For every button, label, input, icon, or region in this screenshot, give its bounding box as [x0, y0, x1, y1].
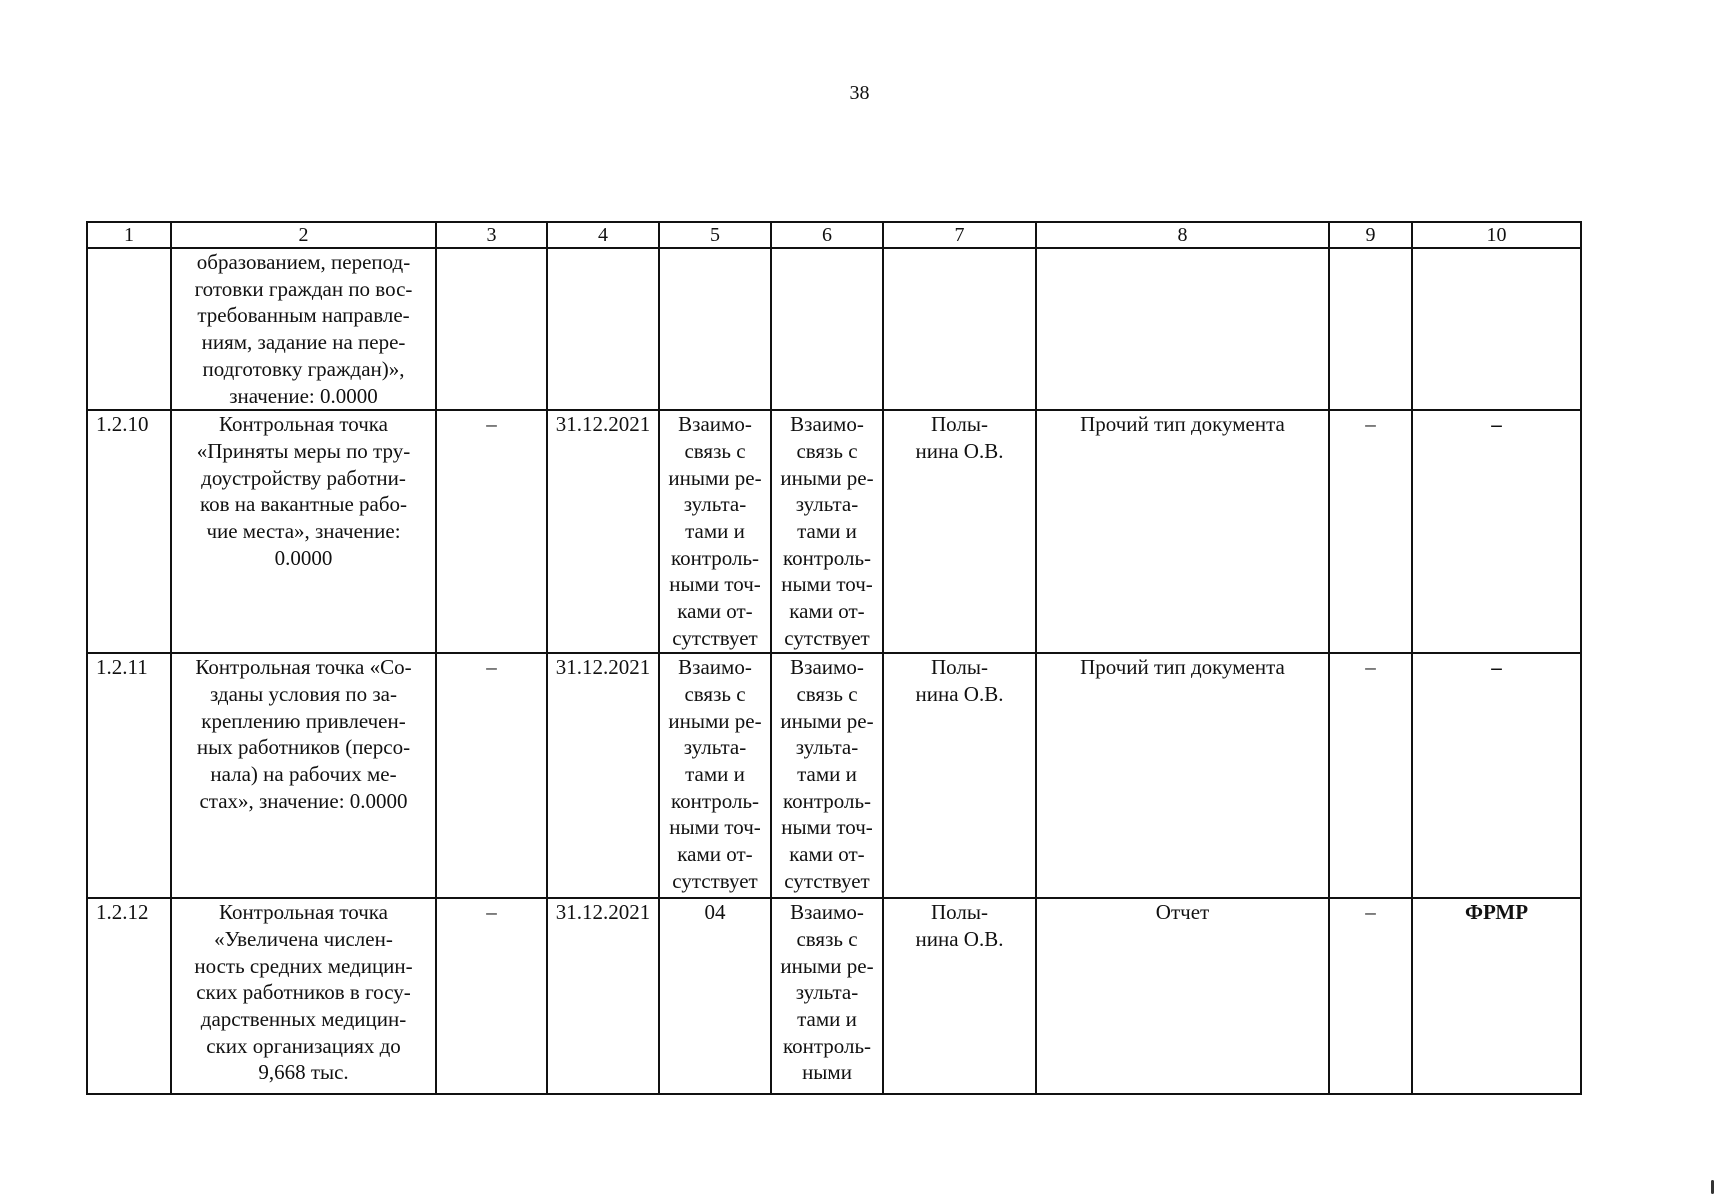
cell-col5-line: зульта- [683, 735, 747, 760]
cell-col5-line: контроль- [670, 788, 760, 813]
cell-col6-line: тами и [797, 519, 857, 544]
table-row [87, 410, 1581, 653]
cell-description-line: дарственных медицин- [200, 1007, 407, 1032]
cell-col10: ФРМР [1412, 898, 1581, 1094]
cell-description-line: Контрольная точка «Со- [195, 655, 412, 680]
cell-col5-line: контроль- [670, 545, 760, 570]
cell-document-type: Прочий тип документа [1036, 653, 1329, 898]
cell-col5-line: иными ре- [668, 465, 762, 490]
cell-col6-line: сутствует [784, 868, 870, 893]
column-number-9: 9 [1329, 222, 1412, 248]
cell-col5 [659, 653, 771, 898]
cell-col6-line: Взаимо- [790, 655, 864, 680]
table-row [87, 653, 1581, 898]
scan-mark [1711, 1180, 1714, 1194]
cell-col6-line: контроль- [782, 545, 872, 570]
cell-responsible-line: нина О.В. [915, 926, 1004, 951]
cell-description-line: значение: 0.0000 [229, 383, 378, 408]
cell-description-line: креплению привлечен- [201, 708, 406, 733]
column-number-6: 6 [771, 222, 883, 248]
cell-responsible-line: Полы- [931, 412, 988, 437]
cell-col3: – [436, 898, 547, 1094]
cell-description-line: доустройству работни- [201, 465, 406, 490]
cell-col5 [659, 410, 771, 653]
cell-col6-line: ными [802, 1060, 852, 1085]
cell-description-line: ков на вакантные рабо- [199, 492, 408, 517]
cell-col6-line: ками от- [789, 842, 865, 867]
cell-date [547, 248, 659, 410]
cell-col6-line: ными точ- [781, 572, 873, 597]
cell-col6-line: контроль- [782, 788, 872, 813]
cell-col3 [436, 248, 547, 410]
cell-description [171, 410, 436, 653]
cell-responsible-line: нина О.В. [915, 438, 1004, 463]
column-number-7: 7 [883, 222, 1036, 248]
cell-col6-line: Взаимо- [790, 412, 864, 437]
cell-col5-line: сутствует [672, 625, 758, 650]
cell-document-type: Прочий тип документа [1036, 410, 1329, 653]
cell-responsible [883, 898, 1036, 1094]
cell-description-line: «Приняты меры по тру- [196, 438, 411, 463]
cell-col5 [659, 898, 771, 1094]
cell-responsible-line: Полы- [931, 900, 988, 925]
cell-description-line: подготовку граждан)», [202, 356, 405, 381]
cell-col6-line: сутствует [784, 625, 870, 650]
cell-description-line: 9,668 тыс. [258, 1060, 349, 1085]
cell-document-type [1036, 248, 1329, 410]
cell-col6 [771, 653, 883, 898]
cell-col10: – [1412, 653, 1581, 898]
cell-col6-line: тами и [797, 762, 857, 787]
cell-col3: – [436, 653, 547, 898]
column-number-1: 1 [87, 222, 171, 248]
column-number-8: 8 [1036, 222, 1329, 248]
cell-col5-line: Взаимо- [678, 412, 752, 437]
cell-col5-line: Взаимо- [678, 655, 752, 680]
column-number-row [87, 222, 1581, 248]
cell-col6-line: иными ре- [780, 708, 874, 733]
cell-col5-line: ками от- [677, 599, 753, 624]
cell-description-line: стах», значение: 0.0000 [199, 788, 408, 813]
cell-col6-line: контроль- [782, 1033, 872, 1058]
cell-date: 31.12.2021 [547, 898, 659, 1094]
cell-description-line: ных работников (персо- [196, 735, 411, 760]
cell-col5-line: ками от- [677, 842, 753, 867]
cell-col5-line: ными точ- [669, 815, 761, 840]
cell-description-line: зданы условия по за- [210, 681, 397, 706]
cell-col6-line: иными ре- [780, 465, 874, 490]
cell-col5-line: иными ре- [668, 708, 762, 733]
cell-col5-line: связь с [684, 438, 746, 463]
cell-description-line: требованным направле- [197, 303, 410, 328]
cell-col5-line: тами и [685, 762, 745, 787]
cell-col6-line: Взаимо- [790, 900, 864, 925]
cell-col9: – [1329, 653, 1412, 898]
cell-description-line: ских работников в госу- [196, 980, 411, 1005]
cell-document-type: Отчет [1036, 898, 1329, 1094]
cell-col5-line: тами и [685, 519, 745, 544]
table-row [87, 248, 1581, 410]
cell-description-line: ниям, задание на пере- [201, 330, 406, 355]
cell-description [171, 248, 436, 410]
cell-col5-line: зульта- [683, 492, 747, 517]
cell-col5 [659, 248, 771, 410]
cell-description-line: Контрольная точка [218, 900, 388, 925]
cell-description-line: ность средних медицин- [194, 953, 413, 978]
table-row [87, 898, 1581, 1094]
cell-col5-line: связь с [684, 681, 746, 706]
cell-date: 31.12.2021 [547, 653, 659, 898]
page-number: 38 [849, 82, 870, 104]
cell-col6-line: ными точ- [781, 815, 873, 840]
cell-col6-line: связь с [796, 438, 858, 463]
cell-col9: – [1329, 898, 1412, 1094]
cell-description-line: чие места», значение: [206, 519, 401, 544]
cell-description-line: Контрольная точка [218, 412, 388, 437]
cell-col9 [1329, 248, 1412, 410]
cell-col5-line: ными точ- [669, 572, 761, 597]
cell-col6-line: зульта- [795, 492, 859, 517]
cell-col6-line: зульта- [795, 735, 859, 760]
cell-description-line: 0.0000 [274, 545, 333, 570]
cell-col6-line: связь с [796, 681, 858, 706]
cell-date: 31.12.2021 [547, 410, 659, 653]
cell-responsible-line: нина О.В. [915, 681, 1004, 706]
cell-col6 [771, 410, 883, 653]
cell-responsible [883, 653, 1036, 898]
column-number-4: 4 [547, 222, 659, 248]
cell-description [171, 898, 436, 1094]
cell-number [87, 248, 171, 410]
column-number-2: 2 [171, 222, 436, 248]
document-table [86, 221, 1582, 1095]
cell-responsible [883, 248, 1036, 410]
cell-col9: – [1329, 410, 1412, 653]
cell-col6-line: иными ре- [780, 953, 874, 978]
cell-description-line: «Увеличена числен- [214, 926, 393, 951]
cell-number: 1.2.11 [87, 653, 171, 898]
cell-col5-line: 04 [704, 900, 726, 925]
cell-number: 1.2.12 [87, 898, 171, 1094]
cell-responsible [883, 410, 1036, 653]
cell-col6-line: зульта- [795, 980, 859, 1005]
cell-description-line: готовки граждан по вос- [194, 276, 413, 301]
cell-description-line: нала) на рабочих ме- [210, 762, 397, 787]
cell-col6 [771, 898, 883, 1094]
cell-col6 [771, 248, 883, 410]
column-number-5: 5 [659, 222, 771, 248]
cell-responsible-line: Полы- [931, 655, 988, 680]
cell-col10 [1412, 248, 1581, 410]
cell-description-line: образованием, перепод- [196, 250, 411, 274]
cell-col6-line: связь с [796, 926, 858, 951]
cell-col3: – [436, 410, 547, 653]
cell-col10: – [1412, 410, 1581, 653]
cell-col5-line: сутствует [672, 868, 758, 893]
column-number-3: 3 [436, 222, 547, 248]
cell-description-line: ских организациях до [206, 1033, 401, 1058]
column-number-10: 10 [1412, 222, 1581, 248]
cell-col6-line: ками от- [789, 599, 865, 624]
cell-number: 1.2.10 [87, 410, 171, 653]
cell-col6-line: тами и [797, 1007, 857, 1032]
cell-description [171, 653, 436, 898]
